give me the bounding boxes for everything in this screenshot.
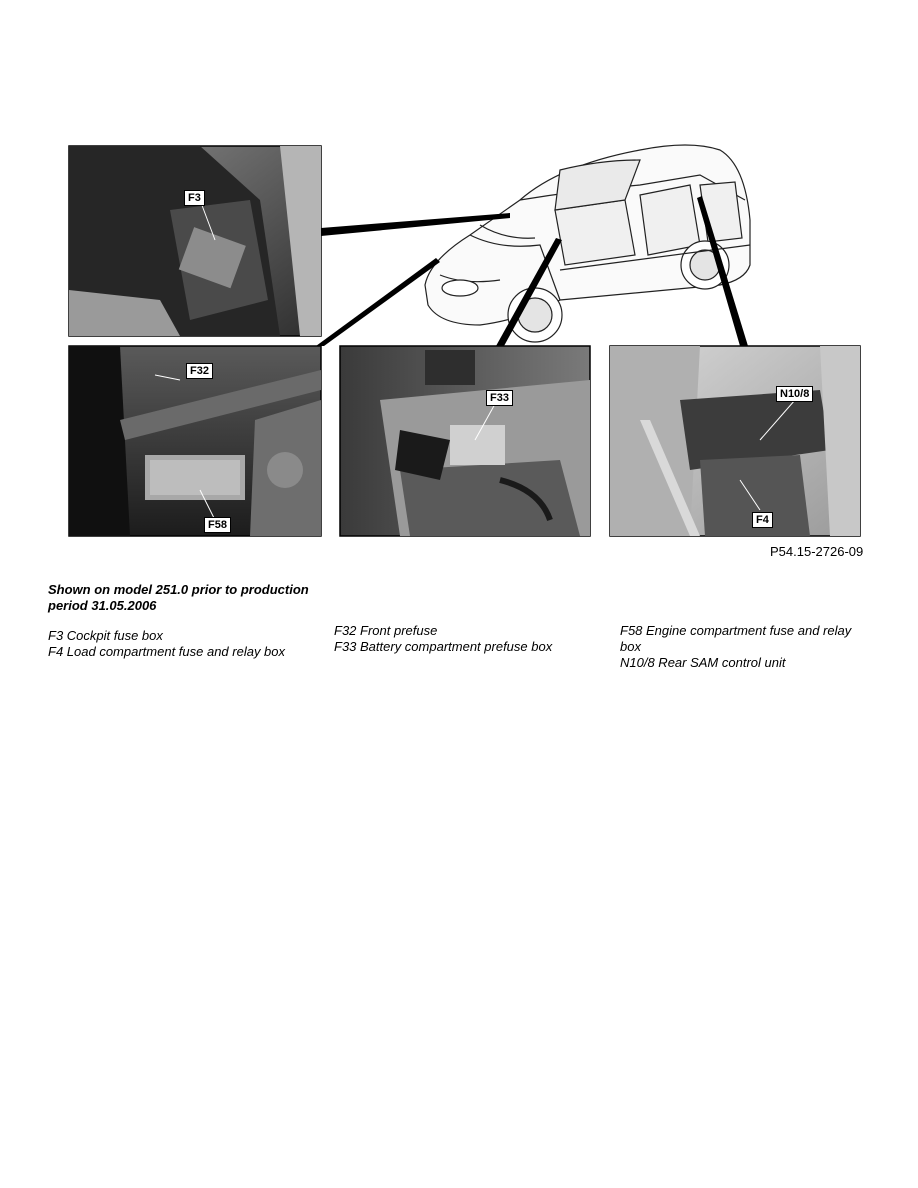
callout-f3: F3 [184,190,205,206]
photo-battery-compartment [340,346,590,536]
figure [0,0,918,570]
callout-f58: F58 [204,517,231,533]
photo-cockpit [69,146,321,336]
photo-load-compartment [610,346,860,536]
legend-item: F3 Cockpit fuse box [48,628,163,643]
legend-item: F32 Front prefuse [334,623,438,638]
legend-item: F33 Battery compartment prefuse box [334,639,553,654]
vehicle-drawing [425,145,750,342]
figure-code: P54.15-2726-09 [770,544,864,559]
callout-n10-8: N10/8 [776,386,813,402]
legend-column-2 [334,623,604,655]
callout-f32: F32 [186,363,213,379]
legend-item: N10/8 Rear SAM control unit [620,655,786,670]
legend-item: F58 Engine compartment fuse and relay box [620,623,852,654]
legend-column-3 [620,623,870,671]
callout-f33: F33 [486,390,513,406]
legend-column-1 [48,628,318,660]
legend-item: F4 Load compartment fuse and relay box [48,644,286,659]
fuse-location-illustration [0,0,918,570]
callout-f4: F4 [752,512,773,528]
caption-heading: Shown on model 251.0 prior to production period 31.05.2006 [48,582,309,613]
